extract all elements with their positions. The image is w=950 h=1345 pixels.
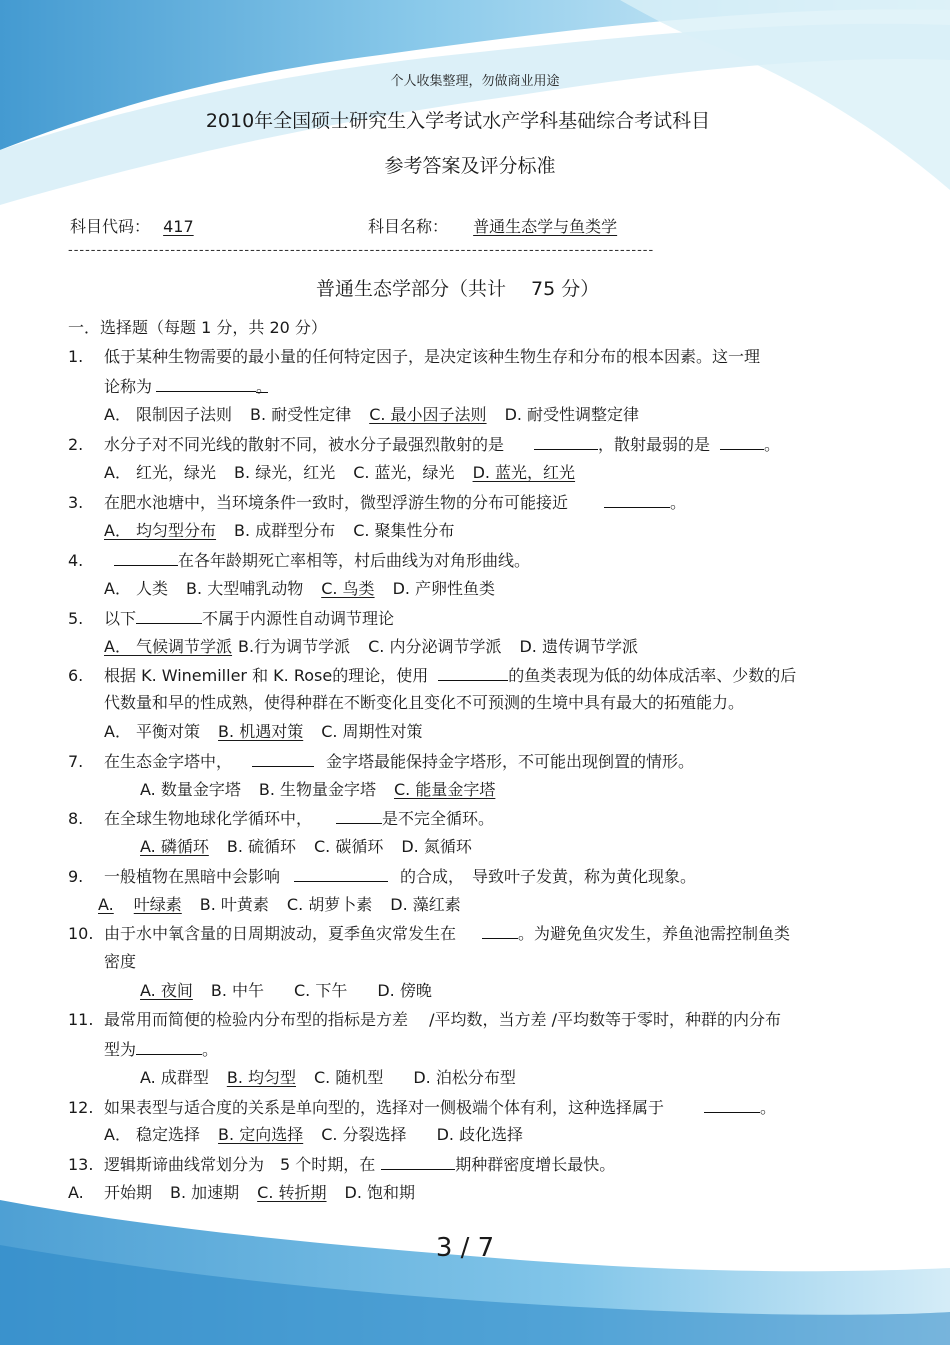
option-c: C. 下午 [294,981,348,1000]
option-c: C. 胡萝卜素 [286,895,373,914]
subject-code-row [70,214,224,237]
question-number: 5. [68,609,84,628]
option-d-correct: D. 蓝光，红光 [472,463,576,482]
question-number: 9. [68,867,84,886]
answer-blank [136,608,202,624]
question-text: 在全球生物地球化学循环中， [104,809,313,828]
subject-name-label: 科目名称： [368,217,449,236]
answer-blank [534,434,598,450]
option-b: B. 加速期 [170,1183,240,1202]
question-text: 以下 [104,609,137,628]
option-d: D. 饱和期 [344,1183,416,1202]
question-text: 。 [670,493,687,512]
answer-blank [156,376,256,392]
question-number: 12. [68,1098,94,1117]
question-4-options [104,579,513,599]
question-2 [68,434,780,455]
question-text: 如果表型与适合度的关系是单向型的，选择对一侧极端个体有利，这种选择属于 [104,1098,665,1117]
answer-blank [336,808,382,824]
option-c: C. 蓝光，绿光 [353,463,455,482]
question-5 [68,608,394,629]
option-b: B.行为调节学派 [238,637,351,656]
option-c: C. 周期性对策 [321,722,423,741]
option-a-correct: A. 夜间 [140,981,193,1000]
answer-blank [381,1154,455,1170]
option-d: D. 泊松分布型 [413,1068,516,1087]
subject-name-row [368,214,637,237]
option-b-correct: B. 机遇对策 [218,722,304,741]
question-text: 不属于内源性自动调节理论 [202,609,395,628]
option-b-correct: B. 定向选择 [218,1125,304,1144]
question-number: 7. [68,752,84,771]
question-13 [68,1154,615,1175]
option-a-correct: A． 气候调节学派 [104,637,233,656]
question-11 [68,1010,781,1030]
question-7 [68,751,694,772]
question-13-options [68,1183,433,1203]
question-text: 的合成， 导致叶子发黄，称为黄化现象。 [400,867,697,886]
option-d: D. 遗传调节学派 [519,637,638,656]
question-number: 11. [68,1010,94,1029]
question-4 [68,550,530,571]
option-a: A. 数量金字塔 [140,780,241,799]
question-text: 论称为 [104,377,153,396]
question-number: 2. [68,435,84,454]
question-1-line-2 [104,376,273,397]
question-6 [68,665,796,686]
question-1-options [104,405,657,425]
question-text: 期种群密度增长最快。 [455,1155,616,1174]
option-b: B. 中午 [210,981,264,1000]
answer-blank [482,923,518,939]
option-b: B. 耐受性定律 [250,405,352,424]
answer-blank [604,492,670,508]
question-number: 6. [68,666,84,685]
section-title: 普通生态学部分（共计 75 分） [316,278,600,300]
option-b: B. 生物量金字塔 [258,780,376,799]
option-d: D. 歧化选择 [436,1125,524,1144]
question-number: 8. [68,809,84,828]
option-a-correct: A． 均匀型分布 [104,521,217,540]
option-a: A． 平衡对策 [104,722,201,741]
subject-code-label: 科目代码： [70,217,151,236]
question-2-options [104,463,593,483]
option-a: A． 稳定选择 [104,1125,201,1144]
option-c-correct: C. 最小因子法则 [369,405,487,424]
question-text: 水分子对不同光线的散射不同，被水分子最强烈散射的是 [104,435,505,454]
answer-blank [294,866,388,882]
option-c: C. 碳循环 [314,837,384,856]
question-3-options [104,521,473,541]
question-number: 4. [68,551,84,570]
subject-name-value: 普通生态学与鱼类学 [473,217,618,236]
question-text: 在肥水池塘中，当环境条件一致时，微型浮游生物的分布可能接近 [104,493,569,512]
question-3 [68,492,686,513]
question-text: 。 [764,435,781,454]
question-number: 13. [68,1155,94,1174]
option-a: A． 限制因子法则 [104,405,233,424]
option-c-correct: C. 能量金字塔 [394,780,496,799]
question-text: 逻辑斯谛曲线常划分为 5 个时期，在 [104,1155,376,1174]
option-c-correct: C. 转折期 [257,1183,327,1202]
title-line-1: 2010年全国硕士研究生入学考试水产学科基础综合考试科目 [205,110,711,132]
question-11-line-2 [104,1039,218,1060]
question-text: 一般植物在黑暗中会影响 [104,867,281,886]
question-text: 低于某种生物需要的最小量的任何特定因子，是决定该种生物生存和分布的根本因素。这一理 [104,347,761,366]
question-text: 型为 [104,1040,137,1059]
question-6-options [104,722,441,742]
option-c-correct: C. 鸟类 [321,579,375,598]
answer-blank-end: 。 [256,377,273,396]
question-11-options [140,1068,534,1088]
option-d: D. 耐受性调整定律 [504,405,640,424]
question-9 [68,866,696,887]
answer-blank [252,751,314,767]
question-7-options [140,780,513,800]
part-heading: 一．选择题（每题 1 分，共 20 分） [68,318,327,337]
option-d: D. 傍晚 [377,981,432,1000]
answer-blank [704,1097,760,1113]
question-text: ，散射最弱的是 [598,435,711,454]
option-d: D. 藻红素 [390,895,461,914]
question-text: 。 [202,1040,219,1059]
option-a-correct-text: 叶绿素 [133,895,182,914]
option-a: A． 人类 [104,579,169,598]
option-c: C. 内分泌调节学派 [368,637,502,656]
question-number: 1. [68,347,84,366]
question-text: 在各年龄期死亡率相等，村后曲线为对角形曲线。 [178,551,531,570]
title-line-2: 参考答案及评分标准 [384,155,556,177]
option-b: B. 硫循环 [226,837,296,856]
option-a-text: 开始期 [104,1183,153,1202]
option-b: B. 绿光，红光 [234,463,336,482]
question-12 [68,1097,776,1118]
question-text: 根据 K. Winemiller 和 K. Rose的理论，使用 [104,666,429,685]
divider-line: ------------------------------------------------------------------------------------------------------- [68,243,655,258]
question-10 [68,923,790,944]
option-a-correct: A. [98,895,114,914]
question-text: 在生态金字塔中， [104,752,233,771]
subject-code-value: 417 [163,217,194,236]
question-text: 最常用而简便的检验内分布型的指标是方差 /平均数，当方差 /平均数等于零时，种群的内分布 [104,1010,781,1029]
question-text: 由于水中氧含量的日周期波动，夏季鱼灾常发生在 [104,924,457,943]
answer-blank [720,434,764,450]
answer-blank [438,665,508,681]
option-a-correct: A. 磷循环 [140,837,209,856]
option-b-correct: B. 均匀型 [226,1068,296,1087]
question-text: 的鱼类表现为低的幼体成活率、少数的后 [508,666,797,685]
question-number: 10. [68,924,94,943]
answer-blank [114,550,178,566]
option-c: C. 分裂选择 [321,1125,407,1144]
option-a: A. [68,1183,84,1202]
question-1 [68,347,760,367]
question-5-options [104,637,656,657]
answer-blank [136,1039,202,1055]
question-6-line-2: 代数量和早的性成熟，使得种群在不断变化且变化不可预测的生境中具有最大的拓殖能力。 [104,693,745,712]
question-text: 是不完全循环。 [382,809,495,828]
question-number: 3. [68,493,84,512]
header-note: 个人收集整理，勿做商业用途 [390,74,560,89]
option-b: B. 大型哺乳动物 [186,579,304,598]
option-c: C. 聚集性分布 [353,521,455,540]
question-8-options [140,837,490,857]
option-a: A. 成群型 [140,1068,209,1087]
question-9-options [98,895,479,915]
option-c: C. 随机型 [314,1068,384,1087]
option-a: A． 红光，绿光 [104,463,217,482]
page-number: 3 / 7 [435,1233,495,1263]
option-b: B. 叶黄素 [199,895,269,914]
question-text: 金字塔最能保持金字塔形，不可能出现倒置的情形。 [326,752,695,771]
option-d: D. 氮循环 [401,837,472,856]
question-text: 。 [760,1098,777,1117]
option-b: B. 成群型分布 [234,521,336,540]
option-d: D. 产卵性鱼类 [392,579,496,598]
question-10-line-2: 密度 [104,952,137,971]
question-8 [68,808,494,829]
question-10-options [140,981,450,1001]
question-text: 。为避免鱼灾发生，养鱼池需控制鱼类 [518,924,791,943]
question-12-options [104,1125,541,1145]
